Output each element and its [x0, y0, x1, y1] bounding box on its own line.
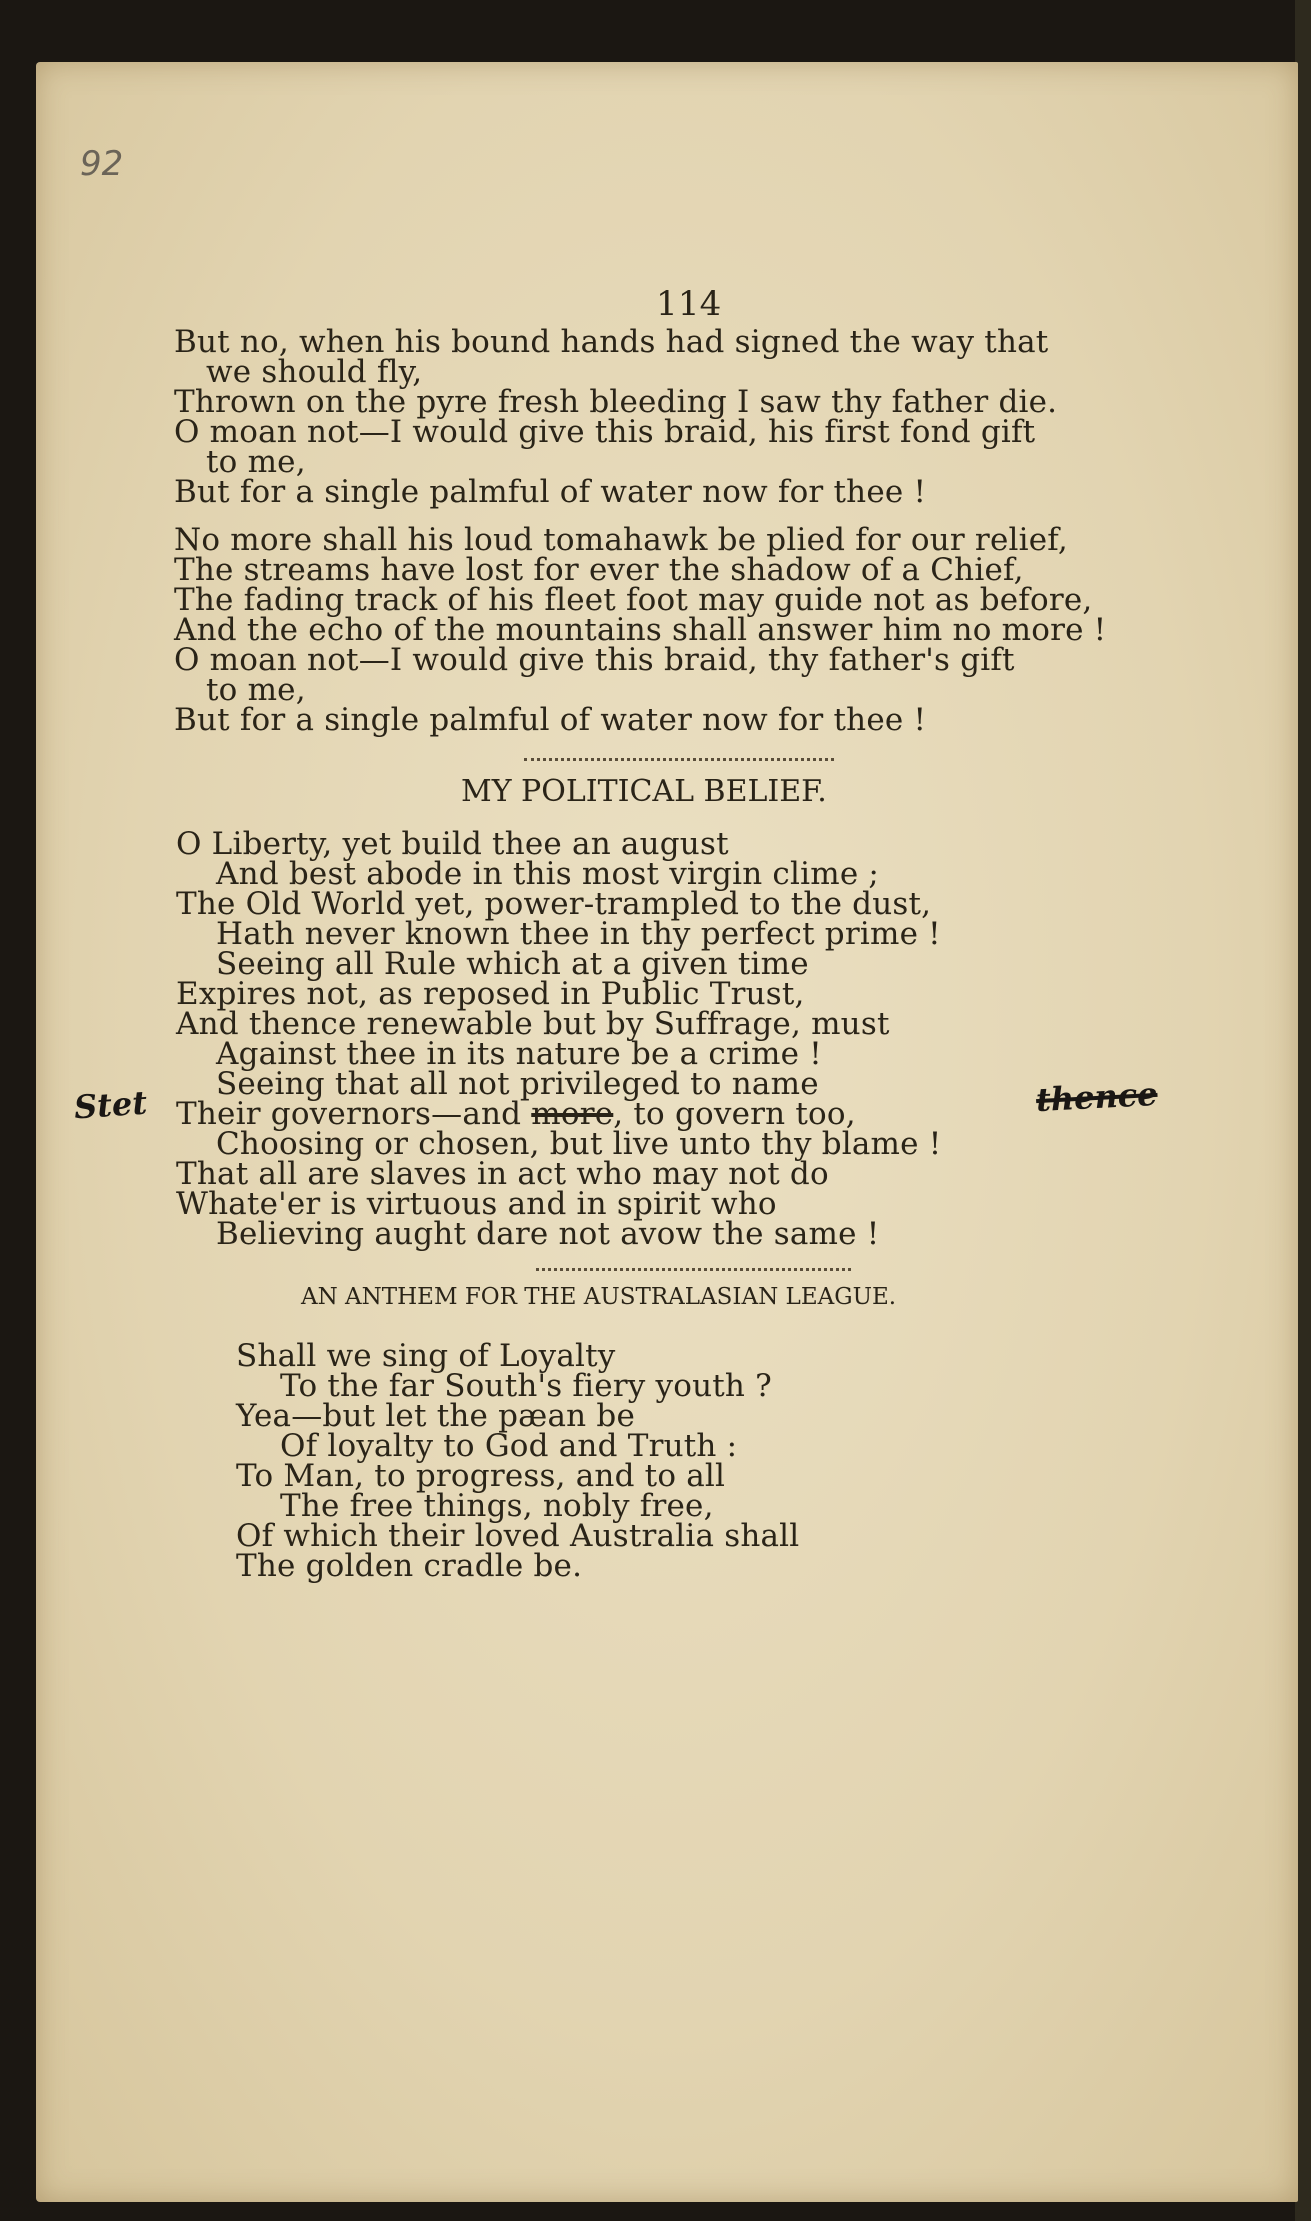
poem2-line: Believing aught dare not avow the same ! — [216, 1216, 880, 1252]
stanza1-line: But for a single palmful of water now for thee ! — [174, 474, 927, 510]
stanza2-line: The fading track of his fleet foot may guide not as before, — [174, 582, 1093, 618]
stanza2-line: The streams have lost for ever the shadow of a Chief, — [174, 552, 1024, 588]
poem2-line: And thence renewable but by Suffrage, must — [176, 1006, 890, 1042]
section-divider — [524, 758, 834, 761]
poem3-line: To Man, to progress, and to all — [236, 1458, 726, 1494]
book-page — [36, 62, 1298, 2202]
poem2-line: That all are slaves in act who may not do — [176, 1156, 829, 1192]
poem3-line: The free things, nobly free, — [280, 1488, 714, 1524]
poem2-line: Choosing or chosen, but live unto thy blame ! — [216, 1126, 942, 1162]
stanza2-line: No more shall his loud tomahawk be plied for our relief, — [174, 522, 1068, 558]
governors-line-start: Their governors—and — [176, 1096, 532, 1132]
poem2-line: Whate'er is virtuous and in spirit who — [176, 1186, 777, 1222]
handwritten-stet-note: Stet — [72, 1083, 149, 1127]
poem3-line: To the far South's fiery youth ? — [280, 1368, 772, 1404]
poem2-line: Expires not, as reposed in Public Trust, — [176, 976, 805, 1012]
pencil-page-number: 92 — [80, 144, 124, 184]
poem-title-political-belief: MY POLITICAL BELIEF. — [461, 774, 827, 809]
poem2-line: Seeing that all not privileged to name — [216, 1066, 819, 1102]
poem2-line: Seeing all Rule which at a given time — [216, 946, 809, 982]
poem2-line: The Old World yet, power-trampled to the dust, — [176, 886, 932, 922]
poem2-line: And best abode in this most virgin clime ; — [216, 856, 880, 892]
governors-line-end: , to govern too, — [613, 1096, 856, 1132]
stanza1-line: we should fly, — [206, 354, 423, 390]
poem3-line: Of which their loved Australia shall — [236, 1518, 800, 1554]
poem3-line: Shall we sing of Loyalty — [236, 1338, 616, 1374]
stanza2-line: And the echo of the mountains shall answer him no more ! — [174, 612, 1107, 648]
poem3-line: The golden cradle be. — [236, 1548, 583, 1584]
page-number: 114 — [656, 284, 722, 324]
stanza1-line: to me, — [206, 444, 306, 480]
stanza2-line: O moan not—I would give this braid, thy father's gift — [174, 642, 1015, 678]
poem3-line: Of loyalty to God and Truth : — [280, 1428, 738, 1464]
section-divider — [536, 1268, 851, 1271]
stanza1-line: But no, when his bound hands had signed the way that — [174, 324, 1049, 360]
stanza2-line: to me, — [206, 672, 306, 708]
poem2-line: Hath never known thee in thy perfect prime ! — [216, 916, 941, 952]
poem2-line: Against thee in its nature be a crime ! — [216, 1036, 822, 1072]
stanza1-line: O moan not—I would give this braid, his first fond gift — [174, 414, 1036, 450]
struck-word: more — [531, 1096, 614, 1132]
poem-title-australasian-anthem: AN ANTHEM FOR THE AUSTRALASIAN LEAGUE. — [301, 1284, 897, 1310]
poem3-line: Yea—but let the pæan be — [236, 1398, 635, 1434]
poem2-line: O Liberty, yet build thee an august — [176, 826, 729, 862]
stanza2-line: But for a single palmful of water now for thee ! — [174, 702, 927, 738]
handwritten-correction: thence — [1035, 1074, 1159, 1120]
stanza1-line: Thrown on the pyre fresh bleeding I saw thy father die. — [174, 384, 1058, 420]
